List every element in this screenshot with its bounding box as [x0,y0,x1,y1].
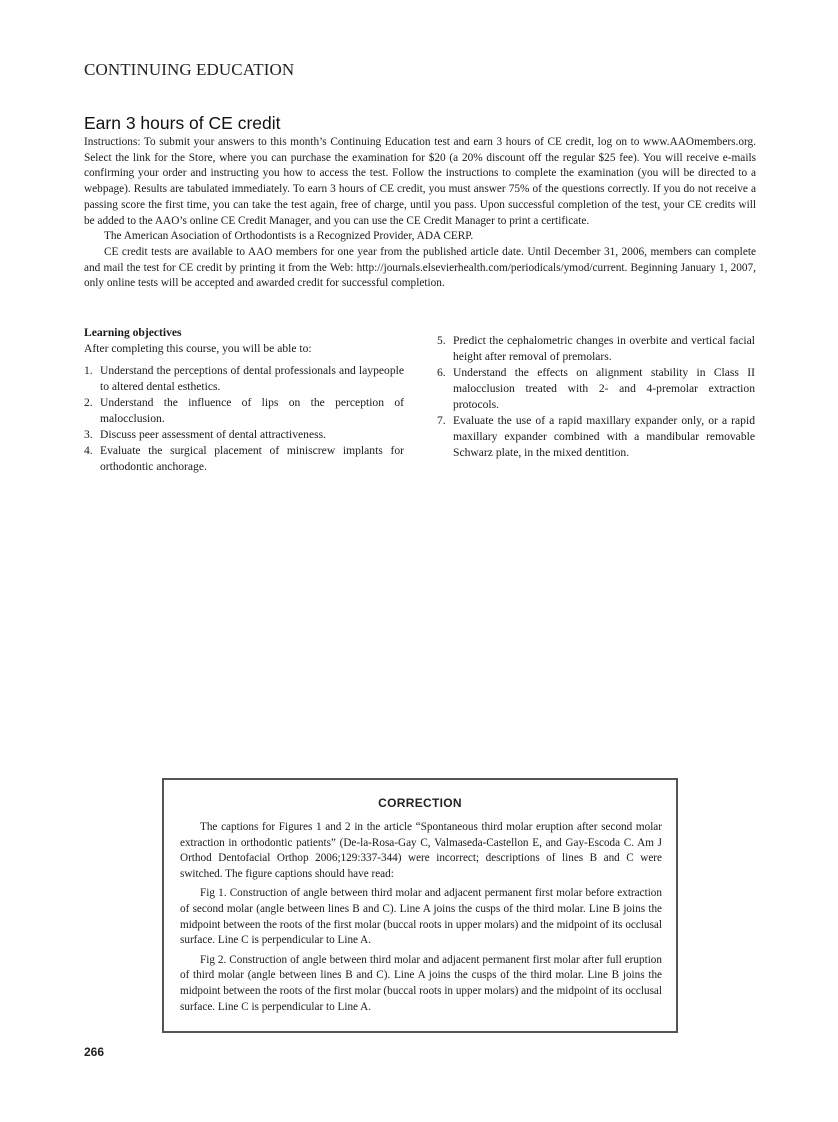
article-title: Earn 3 hours of CE credit [84,113,281,133]
provider-paragraph: The American Asociation of Orthodontists is a Recognized Provider, ADA CERP. [104,230,474,243]
learning-objectives-intro: After completing this course, you will be able to: [84,342,312,355]
availability-paragraph: CE credit tests are available to AAO members for one year from the published article date. Until December 31, 2006, members can complete and mail the test for CE credit by printing it from the Web: http://journals.elsevierhealth.com/periodicals/ymod/current. Beginning January 1, 2007, only online tests will be accepted and awarded credit for successful completion. [84,245,756,290]
section-header: CONTINUING EDUCATION [84,60,295,79]
correction-title: CORRECTION [378,796,462,810]
objective-number: 5. [437,334,446,347]
objective-item [437,333,755,365]
objective-text: Evaluate the surgical placement of miniscrew implants for orthodontic anchorage. [100,444,404,473]
page-number: 266 [84,1045,105,1059]
figure-2-caption: Fig 2. Construction of angle between third molar and adjacent permanent first molar after full eruption of third molar (angle between lines B and C). Line A joins the cusps of the third molar. Line B joins the midpoint between the roots of the first molar (buccal roots in upper molars) and the midpoint of its occlusal surface. Line C is perpendicular to Line A. [180,953,662,1013]
objectives-list [84,363,404,475]
learning-objectives-right-column [437,333,755,461]
instructions-paragraph: Instructions: To submit your answers to this month’s Continuing Education test and earn 3 hours of CE credit, log on to www.AAOmembers.org. Select the link for the Store, where you can purchase the examination for $20 (a 20% discount off the regular $25 fee). You will receive e-mails confirming your order and instructing you how to access the test. Follow the instructions to complete the examination (you will be directed to a webpage). Results are tabulated immediately. To earn 3 hours of CE credit, you must answer 75% of the questions correctly. If you do not receive a passing score the first time, you can take the test again, free of charge, until you pass. Upon successful completion of the test, your CE credits will be added to the AAO’s online CE Credit Manager, and you can use the CE Credit Manager to print a certificate. [84,136,756,227]
correction-body [180,820,662,1019]
objective-number: 7. [437,414,446,427]
objective-number: 6. [437,366,446,379]
objective-item [84,443,404,475]
objective-item [84,395,404,427]
objective-number: 2. [84,396,93,409]
objective-text: Discuss peer assessment of dental attractiveness. [100,428,327,441]
objective-item [437,413,755,461]
objective-item [84,363,404,395]
objective-text: Understand the influence of lips on the perception of malocclusion. [100,396,404,425]
objective-text: Understand the perceptions of dental professionals and laypeople to altered dental esthetics. [100,364,404,393]
correction-box [162,778,678,1033]
objective-text: Understand the effects on alignment stability in Class II malocclusion treated with 2- and 4-premolar extraction protocols. [453,366,755,411]
figure-1-caption: Fig 1. Construction of angle between third molar and adjacent permanent first molar before extraction of second molar (angle between lines B and C). Line A joins the cusps of the third molar. Line B joins the midpoint between the roots of the first molar (buccal roots in upper molars) and the midpoint of its occlusal surface. Line C is perpendicular to Line A. [180,887,662,947]
objective-number: 3. [84,428,93,441]
objective-number: 1. [84,364,93,377]
objective-number: 4. [84,444,93,457]
objective-text: Evaluate the use of a rapid maxillary expander only, or a rapid maxillary expander combined with a mandibular removable Schwarz plate, in the mixed dentition. [453,414,755,459]
objective-item [84,427,404,443]
objective-item [437,365,755,413]
objectives-list-continued [437,333,755,461]
correction-intro-paragraph: The captions for Figures 1 and 2 in the article “Spontaneous third molar eruption after second molar extraction in orthodontic patients” (De-la-Rosa-Gay C, Valmaseda-Castellon E, and Gay-Escoda C. Am J Orthod Dentofacial Orthop 2006;129:337-344) were incorrect; descriptions of lines B and C were switched. The figure captions should have read: [180,821,662,880]
objective-text: Predict the cephalometric changes in overbite and vertical facial height after removal of premolars. [453,334,755,363]
learning-objectives-heading: Learning objectives [84,326,182,339]
instructions-text [84,135,756,292]
learning-objectives-left-column [84,325,404,475]
